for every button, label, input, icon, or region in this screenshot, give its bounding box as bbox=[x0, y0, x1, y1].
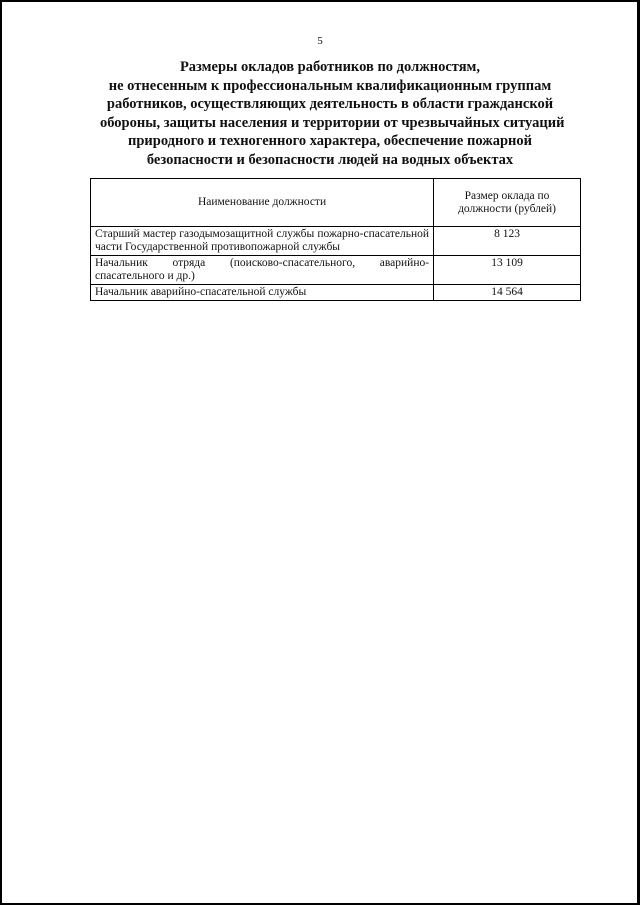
page-number: 5 bbox=[317, 35, 323, 47]
row-position: Старший мастер газодымозащитной службы пожарно-спасательной части Государственной противопожарной службы bbox=[91, 227, 434, 256]
table-row bbox=[91, 256, 581, 285]
title-line: работников, осуществляющих деятельность в области гражданской bbox=[106, 96, 554, 112]
table-row bbox=[91, 227, 581, 256]
row-salary: 8 123 bbox=[434, 227, 581, 256]
title-line: природного и техногенного характера, обеспечение пожарной bbox=[128, 133, 532, 149]
salary-table bbox=[90, 178, 581, 301]
row-salary: 14 564 bbox=[434, 285, 581, 301]
row-salary: 13 109 bbox=[434, 256, 581, 285]
title-line: обороны, защиты населения и территории от чрезвычайных ситуаций bbox=[100, 114, 565, 131]
title-line: безопасности и безопасности людей на водных объектах bbox=[146, 151, 514, 168]
row-position: Начальник отряда (поисково-спасательного, аварийно-спасательного и др.) bbox=[91, 256, 434, 285]
row-position: Начальник аварийно-спасательной службы bbox=[91, 285, 434, 301]
table-header-row bbox=[91, 179, 581, 227]
title-line: не отнесенным к профессиональным квалификационным группам bbox=[108, 77, 552, 94]
header-position: Наименование должности bbox=[91, 179, 434, 227]
title-line: Размеры окладов работников по должностям, bbox=[179, 59, 481, 75]
document-title bbox=[100, 58, 565, 169]
table-row bbox=[91, 285, 581, 301]
header-salary: Размер оклада по должности (рублей) bbox=[434, 179, 581, 227]
